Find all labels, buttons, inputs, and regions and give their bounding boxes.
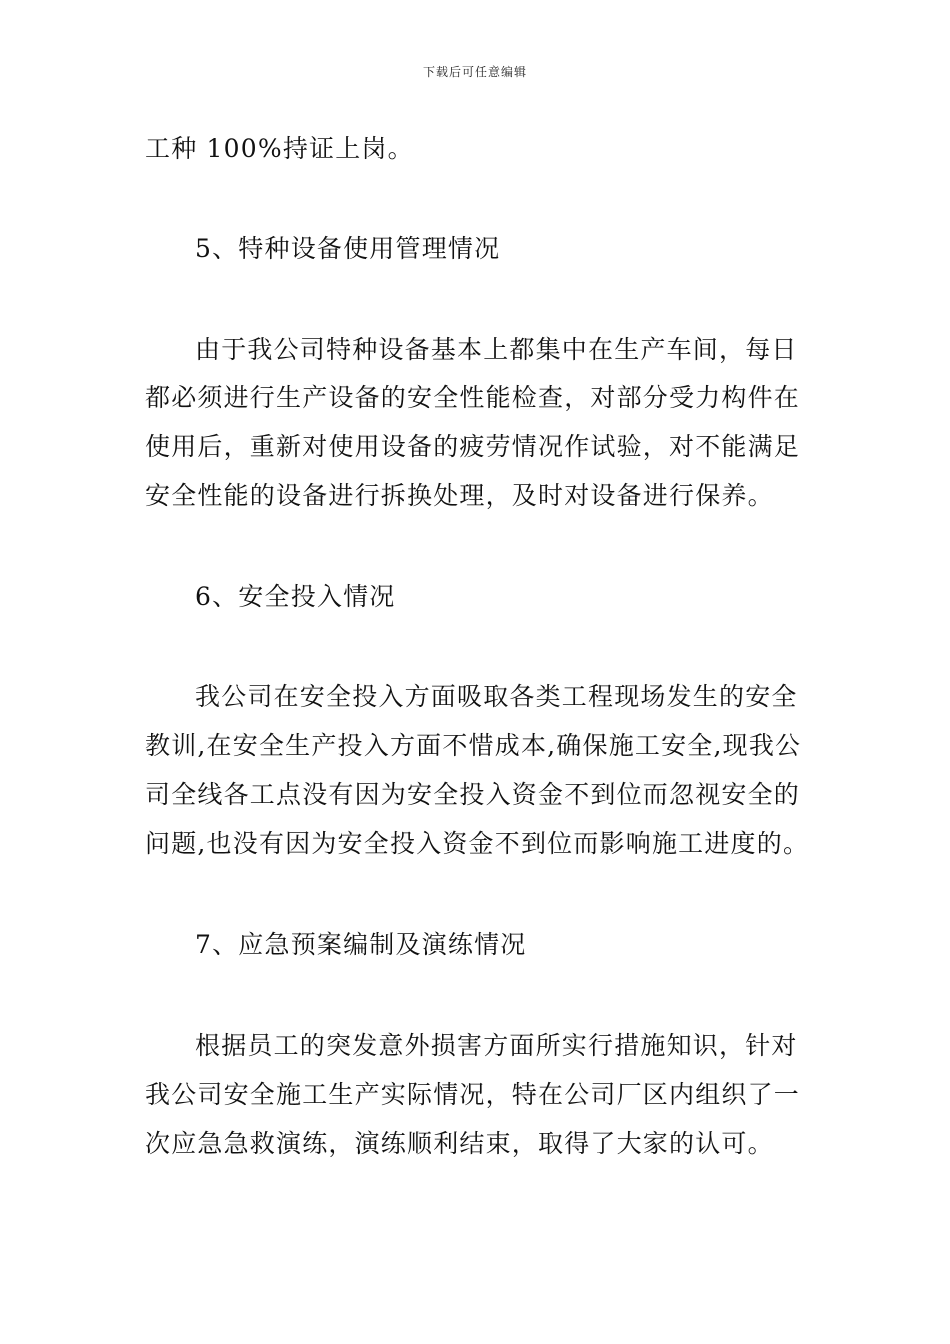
paragraph-line: 安全性能的设备进行拆换处理，及时对设备进行保养。 bbox=[145, 481, 774, 510]
paragraph-line: 工种 100%持证上岗。 bbox=[145, 134, 414, 163]
section-heading-6: 6、安全投入情况 bbox=[195, 582, 396, 611]
paragraph-line: 问题,也没有因为安全投入资金不到位而影响施工进度的。 bbox=[145, 829, 810, 858]
section-heading-5: 5、特种设备使用管理情况 bbox=[195, 234, 501, 263]
section-heading-7: 7、应急预案编制及演练情况 bbox=[195, 930, 527, 959]
paragraph-line: 次应急急救演练，演练顺利结束，取得了大家的认可。 bbox=[145, 1129, 774, 1158]
paragraph-line: 使用后，重新对使用设备的疲劳情况作试验，对不能满足 bbox=[145, 432, 801, 461]
paragraph-line: 我公司在安全投入方面吸取各类工程现场发生的安全 bbox=[195, 682, 798, 711]
page-header: 下载后可任意编辑 bbox=[422, 65, 527, 79]
paragraph-line: 教训,在安全生产投入方面不惜成本,确保施工安全,现我公 bbox=[145, 731, 802, 760]
paragraph-line: 由于我公司特种设备基本上都集中在生产车间，每日 bbox=[195, 335, 798, 364]
paragraph-line: 根据员工的突发意外损害方面所实行措施知识，针对 bbox=[195, 1031, 798, 1060]
paragraph-line: 都必须进行生产设备的安全性能检查，对部分受力构件在 bbox=[145, 383, 801, 412]
paragraph-line: 司全线各工点没有因为安全投入资金不到位而忽视安全的 bbox=[145, 780, 801, 809]
paragraph-line: 我公司安全施工生产实际情况，特在公司厂区内组织了一 bbox=[145, 1080, 801, 1109]
